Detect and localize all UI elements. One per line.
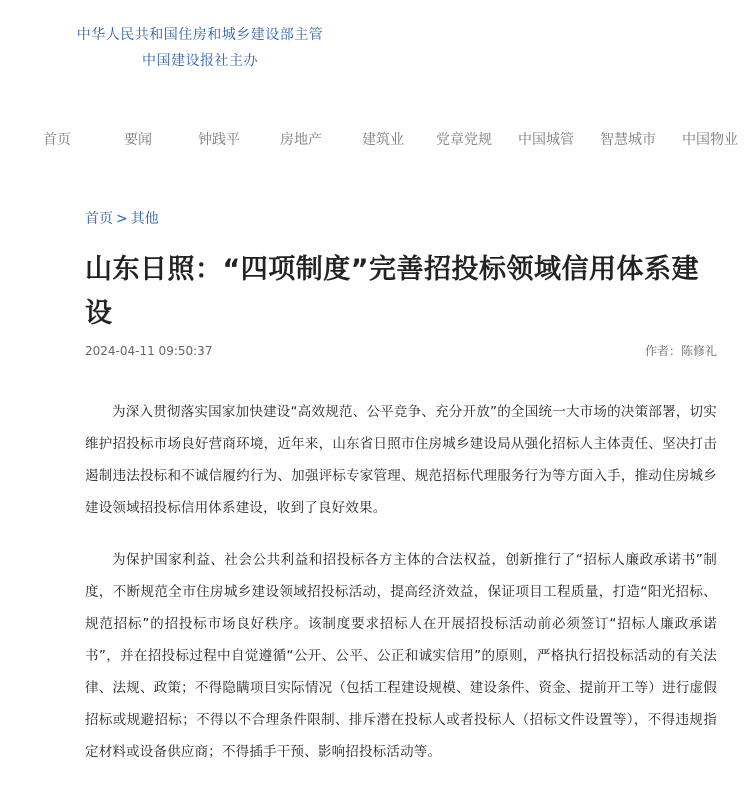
org-supervisor-text: 中华人民共和国住房和城乡建设部主管 xyxy=(76,27,324,43)
org-publisher-text: 中国建设报社主办 xyxy=(142,53,258,69)
nav-item-urban-management[interactable]: 中国城管 xyxy=(518,132,574,148)
article-author: 作者：陈修礼 xyxy=(644,344,717,358)
breadcrumb-current-link[interactable]: 其他 xyxy=(130,211,159,227)
breadcrumb xyxy=(85,208,159,230)
nav-item-smart-city[interactable]: 智慧城市 xyxy=(600,132,656,148)
nav-item-news[interactable]: 要闻 xyxy=(124,132,152,148)
breadcrumb-home-link[interactable]: 首页 xyxy=(85,211,113,227)
nav-item-construction[interactable]: 建筑业 xyxy=(362,132,404,148)
header-organization xyxy=(0,22,400,74)
breadcrumb-separator: > xyxy=(116,211,128,227)
article-paragraph-2: 为保护国家利益、社会公共利益和招投标各方主体的合法权益，创新推行了“招标人廉政承诺书”制度，不断规范全市住房城乡建设领域招投标活动，提高经济效益，保证项目工程质量，打造“阳光招标、规范招标”的招投标市场良好秩序。该制度要求招标人在开展招投标活动前必须签订“招标人廉政承诺书”，并在招投标过程中自觉遵循“公开、公平、公正和诚实信用”的原则，严格执行招投标活动的有关法律、法规、政策；不得隐瞒项目实际情况（包括工程建设规模、建设条件、资金、提前开工等）进行虚假招标或规避招标；不得以不合理条件限制、排斥潜在投标人或者投标人（招标文件设置等），不得违规指定材料或设备供应商；不得插手干预、影响招投标活动等。 xyxy=(85,552,717,760)
nav-item-home[interactable]: 首页 xyxy=(43,132,71,148)
article-body xyxy=(85,396,717,788)
publish-date: 2024-04-11 09:50:37 xyxy=(85,344,213,358)
nav-item-zhong-jianping[interactable]: 钟践平 xyxy=(198,132,240,148)
article-title: 山东日照：“四项制度”完善招投标领域信用体系建设 xyxy=(85,254,699,329)
main-nav xyxy=(0,128,750,154)
nav-item-property[interactable]: 中国物业 xyxy=(682,132,738,148)
article-paragraph-1: 为深入贯彻落实国家加快建设“高效规范、公平竞争、充分开放”的全国统一大市场的决策部署，切实维护招投标市场良好营商环境，近年来，山东省日照市住房城乡建设局从强化招标人主体责任、坚决打击遏制违法投标和不诚信履约行为、加强评标专家管理、规范招标代理服务行为等方面入手，推动住房城乡建设领域招投标信用体系建设，收到了良好效果。 xyxy=(85,404,717,516)
article-meta xyxy=(85,341,717,361)
nav-item-party-rules[interactable]: 党章党规 xyxy=(436,132,492,148)
nav-item-real-estate[interactable]: 房地产 xyxy=(280,132,322,148)
